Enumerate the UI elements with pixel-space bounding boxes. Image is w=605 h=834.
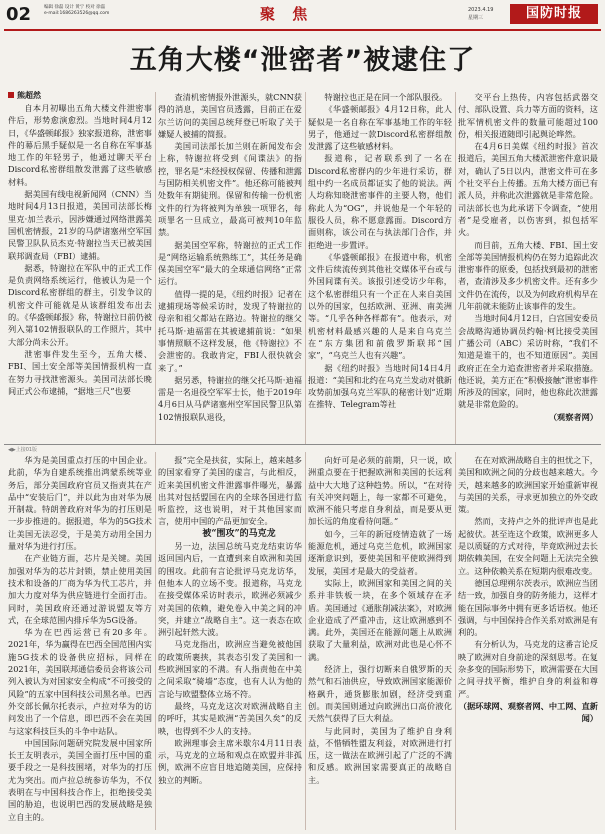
paragraph: 报道称，记者联系到了一名在Discord私密群内的少年进行采访，群组中约一名成员都证实了他的说法。两人均称知晓泄密事件的主要人物，他们称此人为“OG”，并说他是一个年轻的服役人员，称不愿意露面。Discord方面则称，该公司在与执法部门合作，并拒绝进一步置评。	[308, 153, 452, 250]
paragraph: 《华盛顿邮报》4月12日称，此人疑似是一名自称在军事基地工作的年轻男子，他通过一款Discord私密群组散发泄露了这些敏感材料。	[308, 104, 452, 152]
column-divider	[155, 92, 156, 444]
source-credit: （据环球网、观察者网、中工网、直新闻）	[458, 700, 598, 724]
paragraph: 据美国有线电视新闻网（CNN）当地时间4月13日报道，美国司法部长梅里克·加兰表示，因涉嫌通过网络泄露美国机密情报，21岁的马萨诸塞州空军国民警卫队队员杰克·特谢拉当天已被美国联邦调查局（FBI）逮捕。	[8, 189, 152, 261]
column-divider	[455, 452, 456, 830]
issue-weekday: 星期三	[468, 15, 484, 21]
newspaper-logo: 国防时报	[510, 4, 598, 24]
article-column-3	[308, 91, 452, 445]
byline-marker-icon	[8, 92, 14, 98]
paragraph: 当地时间4月12日，白宫国安委员会战略沟通协调员约翰·柯比接受美国广播公司（ABC）采访时称，“我们不知道是谁干的，也不知道原因”。美国政府正在全力追查泄密者并采取措施。他还说，美方正在“积极接触”泄密事件所涉及的国家，同时，他也称此次泄露就是非常危险的。	[458, 313, 598, 410]
paragraph: 向好可是必须的前期，只一说，欧洲重点要在于把握欧洲和美国的长远利益中大大地了这种趋势。所以，“在对待有关冲突问题上，每一家都不可避免，欧洲不能只考虑自身利益，而是要从更加长远的角度看待问题。”	[308, 455, 452, 527]
lower-column-2	[158, 454, 302, 830]
paragraph: 然而，支持卢之外的批评声也是此起彼伏。甚至连这个政策，欧洲更多人是以质疑的方式对待，毕竟欧洲过去长期依赖美国，在安全问题上无法完全独立。这种依赖关系在短期内很难改变。	[458, 516, 598, 576]
paragraph: 据悉，特谢拉在军队中的正式工作是负责网络系统运行，他被认为是一个Discord私密群组的群主，引发争议的机密文件可能就是从该群组发布出去的。《华盛顿邮报》称，特谢拉日前仍被列入第102情报联队的工作照片，其中大部分尚未公开。	[8, 262, 152, 347]
paragraph: 在在对欧洲战略自主的担忧之下，美国和欧洲之间的分歧也越来越大。今天，越来越多的欧洲国家开始重新审视与美国的关系，寻求更加独立的外交政策。	[458, 455, 598, 515]
article-column-4	[458, 91, 598, 445]
paragraph: 报”完全是扶贫，实际上，越来越多的国家看穿了美国的虚言，与此相反，近来美国机密文件泄露事件曝光，暴露出其对包括盟国在内的全球各国进行监听监控，这也说明，对于其他国家而言，使用中国的产品更加安全。	[158, 455, 302, 527]
editor-line: 编辑 徐磊 设计 黄宁 校对 徐磊	[44, 5, 106, 10]
paragraph: 另一边，法国总统马克龙结束访华返回国内后，一直遭到来自欧洲和美国的围攻。此前有言论批评马克龙访华，但他本人的立场不变。报道称，马克龙在接受媒体采访时表示，欧洲必须减少对美国的依赖，避免卷入中美之间的冲突，并建立“战略自主”。这一表态在欧洲引起轩然大波。	[158, 541, 302, 638]
paragraph: 经济上，强行切断来自俄罗斯的天然气和石油供应，导致欧洲国家能源价格飙升，通货膨胀加剧，经济受到重创。而美国则通过向欧洲出口高价液化天然气获得了巨大利益。	[308, 664, 452, 724]
editor-credits	[44, 5, 154, 17]
editor-email: e-mail:1686263526@qq.com	[44, 11, 110, 16]
paragraph: 如今，三年的新冠疫情造就了一场能源危机，通过乌克兰危机，欧洲国家逐渐意识到，要使美国和平使欧洲得到发展，美国才是最大的受益者。	[308, 528, 452, 576]
paragraph: 据《纽约时报》当地时间14日4月报道：“美国和北约在乌克兰发动对俄新攻势前加强乌克兰军队的秘密计划”近期在推特、Telegram等社	[308, 362, 452, 410]
paragraph: 值得一提的是，《纽约时报》记者在逮捕现场等候采访时，发现了特谢拉的母亲和祖父都站在路边。特谢拉的继父托马斯·迪福雷在其被逮捕前说：“如果事情照顺不这样发展，他《特谢拉》不会泄密的。我敢肯定，FBI人很快就会来了。”	[158, 288, 302, 373]
column-divider	[305, 452, 306, 830]
continued-from-label: ◀▶上接01版	[8, 447, 38, 453]
paragraph: 德国总理朔尔茨表示，欧洲应当团结一致，加强自身的防务能力，这样才能在国际事务中拥有更多话语权。他还强调，与中国保持合作关系对欧洲是有利的。	[458, 577, 598, 638]
paragraph: 特谢拉也正是在同一个部队服役。	[324, 92, 448, 102]
paragraph: 有分析认为，马克龙的这番言论反映了欧洲对自身前途的深刻思考。在复杂多变的国际形势下，欧洲需要在大国之间寻找平衡，维护自身的利益和尊严。	[458, 639, 598, 699]
section-title: 聚 焦	[260, 5, 314, 23]
paragraph: 而目前，五角大楼、FBI、国土安全部等美国情报机构仍在努力追踪此次泄密事件的原委，包括找到最初的泄密者，查清涉及多少机密文件。还有多少文件仍在流传，以及为何政府机构早在几年前就未能防止该事件的发生。	[458, 239, 598, 312]
paragraph: 查清机密情报外泄源头，就CNN获得的消息，美国官员透露，目前正在爱尔兰访问的美国总统拜登已听取了关于嫌疑人被捕的简报。	[158, 92, 302, 139]
paragraph: 实际上，欧洲国家和美国之间的关系并非铁板一块，在多个领域存在矛盾。美国通过《通胀削减法案》，对欧洲企业造成了严重冲击，这让欧洲感到不满。此外，美国还在能源问题上从欧洲获取了大量利益，欧洲对此也是心怀不满。	[308, 577, 452, 662]
paragraph: 欧洲理事会主席米歇尔4月11日表示，马克龙的立场和观点在欧盟并非孤例，欧洲不应盲目地追随美国，应保持独立的判断。	[158, 737, 302, 785]
article-column-1	[8, 102, 152, 445]
paragraph: 华为是美国重点打压的中国企业。此前，华为自建系统推出鸿蒙系统等业务后，部分美国政府官员又指责其在产品中“安装后门”，并以此为由对华为展开制裁。特朗普政府对华为的打压则是一步步推进的。据报道，华为的5G技术让美国无法忍受，于是美方动用全国力量对华为进行打压。	[8, 455, 152, 552]
lower-column-1	[8, 454, 152, 830]
paragraph: 美国司法部长加兰则在新闻发布会上称，特谢拉将受到《间谍法》的指控，罪名是“未经授权保留、传播和泄露与国防相关机密文件”。他还称可能被判处数年有期徒刑。保留和传输一份机密文件的行为将被判为单独一项罪名，每项罪名一旦成立，最高可被判10年监禁。	[158, 141, 302, 238]
byline	[8, 90, 41, 101]
paragraph: 与此同时，美国为了维护自身利益，不惜牺牲盟友利益，对欧洲进行打压，这一做法在欧洲引起了广泛的不满和反感。欧洲国家需要真正的战略自主。	[308, 725, 452, 785]
masthead	[0, 0, 605, 30]
section-divider	[4, 444, 601, 445]
paragraph: 据美国空军称，特谢拉的正式工作是“网络运输系统熟练工”，其任务是确保美国空军“最大的全球通信网络”正常运行。	[158, 239, 302, 287]
column-divider	[455, 92, 456, 444]
paragraph: 泄密事件发生至今，五角大楼、FBI、国土安全部等美国情报机构一直在努力寻找泄密源头。美国司法部长晚间正式公布逮捕，“据地三尺”也要	[8, 348, 152, 396]
header-rule	[4, 29, 601, 31]
paragraph: 自本月初曝出五角大楼文件泄密事件后，形势愈演愈烈。当地时间4月12日，《华盛顿邮报》独家报道称，泄密事件的幕后黑手疑似是一名自称在军事基地工作的年轻男子，他通过聊天平台Discord私密群组散发泄露了这些敏感材料。	[8, 103, 152, 187]
article-column-2	[158, 91, 302, 445]
paragraph: 交平台上热传，内容包括武器交付、部队设置、兵力等方面的资料，这批军情机密文件的数量可能超过100份，相关报道随即引起舆论哗然。	[458, 92, 598, 139]
paragraph: 《华盛顿邮报》在报道中称，机密文件后续流传到其他社交媒体平台或与外国间谍有关。该报引述受访少年称，这个私密群组只有一个正在人来自美国以外的国家，包括欧洲、亚洲、南美洲等。“几乎各种各样都有”。他表示，对机密材料最感兴趣的人是来自乌克兰在“东方集团和前俄罗斯联邦“国家”，“乌克兰人也有兴趣”。	[308, 251, 452, 361]
paragraph: 在4月6日美媒《纽约时报》首次报道后，美国五角大楼派泄密件意识最对，确认了5日以内，泄密文件可在多个社交平台上传播。五角大楼方面已有派人员，并称此次泄露就是非常危险。司法部长也为此承诺下令调查，“使用者”是受雇者，以伤害到，拟包括军火。	[458, 141, 598, 238]
paragraph: 华为在巴西运营已有20多年。2021年，华为赢得在巴西全国范围内实施5G技术的设备供应招标，同样在2021年，美国联邦通信委员会将该公司列入被认为对国家安全构成“不可接受的风险”的五家中国科技公司黑名单。巴西外交部长佩尔托表示，卢拉对华为的访问发出了一个信息，即巴西不会在美国与这家科技巨头的斗争中站队。	[8, 627, 152, 736]
date-block	[468, 6, 493, 22]
paragraph: 中国国际问题研究院发展中国家所长王友明表示，美国全面打压中国的重要手段之一是科技围堵，对华为的打压尤为突出。而卢拉总统参访华为，不仅表明在与中国科技合作上，拒绝接受美国的胁迫，也说明巴西的发展战略是独立自主的。	[8, 737, 152, 822]
paragraph: 据另悉，特谢拉的继父托马斯·迪福雷是一名退役空军军士长，他于2019年4月6日从马萨诸塞州空军国民警卫队第102情报联队退役，	[158, 374, 302, 422]
issue-date: 2023.4.19	[468, 7, 494, 13]
subheading: 被“围攻”的马克龙	[202, 528, 276, 539]
paragraph: 最终，马克龙这次对欧洲战略自主的呼吁，其实是欧洲“苦美国久矣”的反映，也得到不少人的支持。	[158, 700, 302, 736]
column-divider	[305, 92, 306, 444]
page-number: 02	[6, 4, 32, 25]
source-credit: （观察者网）	[548, 411, 598, 422]
column-divider	[155, 452, 156, 830]
lower-column-3	[308, 454, 452, 830]
lower-column-4	[458, 454, 598, 830]
article-headline: 五角大楼“泄密者”被逮住了	[129, 45, 476, 76]
paragraph: 马克龙指出，欧洲应当避免被他国的政策所裹挟，其表态引发了美国和一些欧洲国家的不满。有人指责他在中美之间采取“骑墙”态度，也有人认为他的言论与欧盟整体立场不符。	[158, 639, 302, 699]
paragraph: 在产业链方面，芯片是关键。美国加强对华为的芯片封锁，禁止使用美国技术和设备的厂商为华为代工芯片，并加大力度对华为供应链进行全面打击。同时，美国政府还通过游说盟友等方式，在全球范围内排斥华为5G设备。	[8, 553, 152, 625]
byline-author: 熊超然	[17, 91, 41, 100]
